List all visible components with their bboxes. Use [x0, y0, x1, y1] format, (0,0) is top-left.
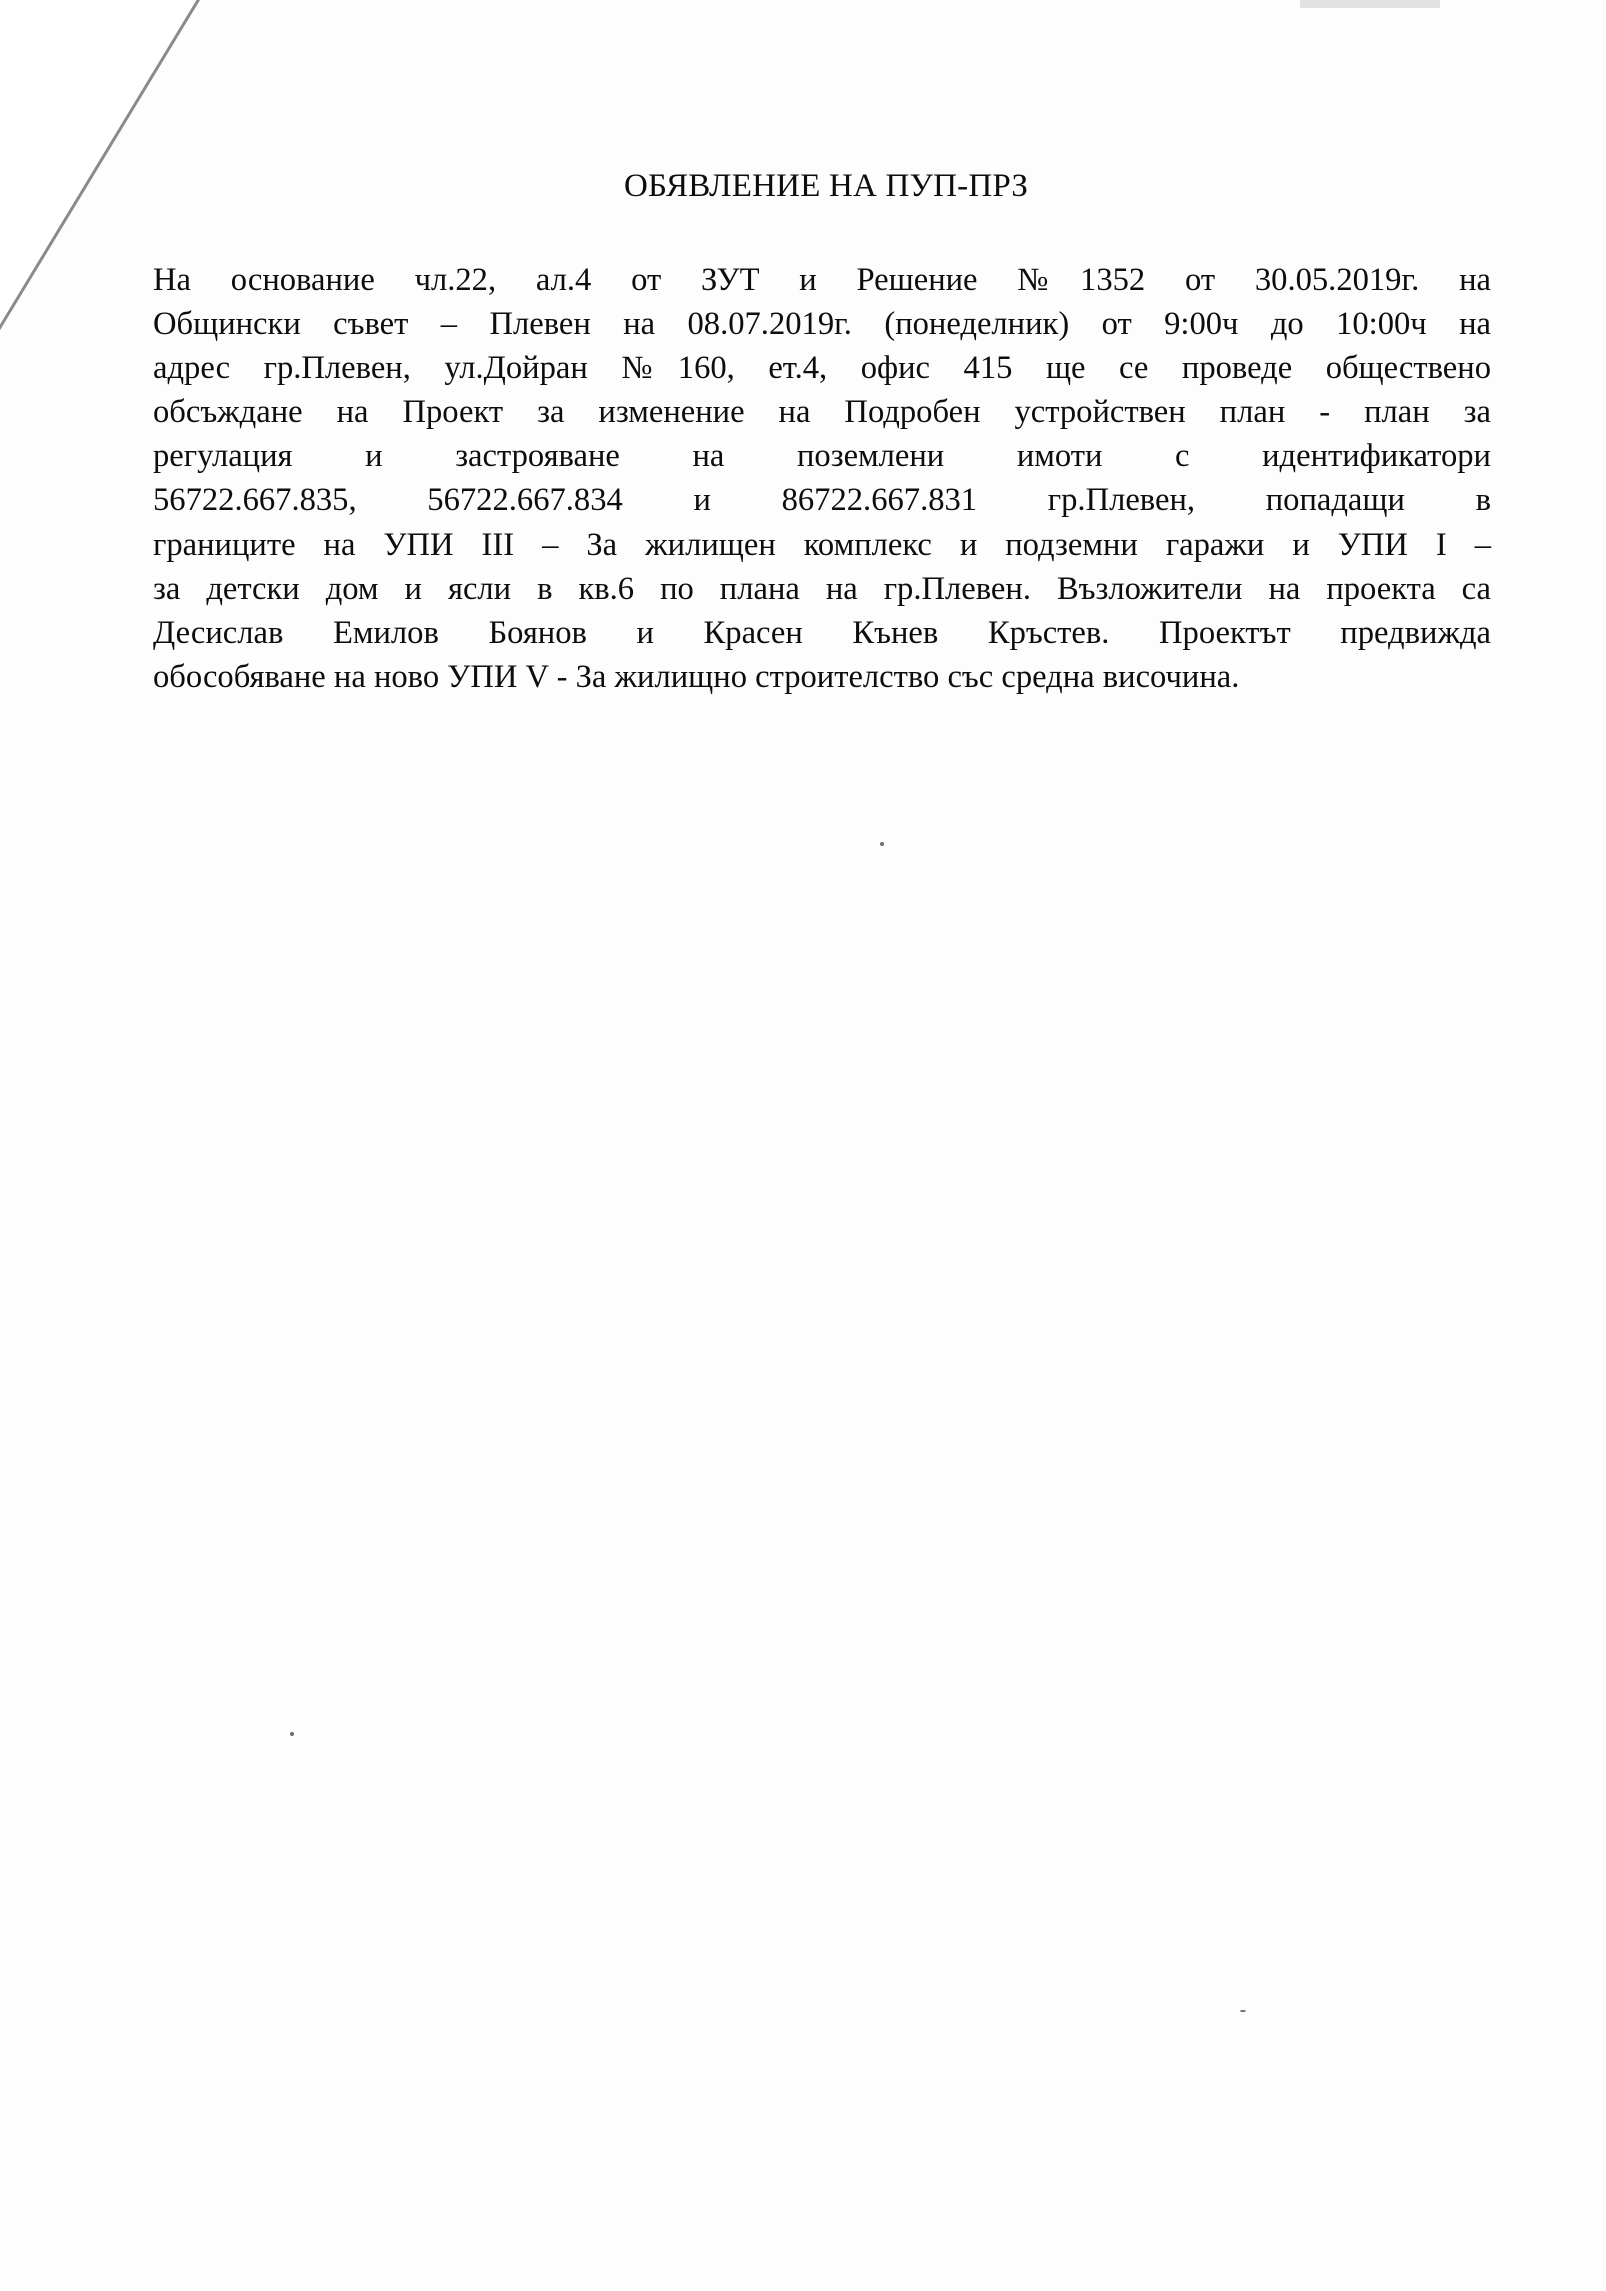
body-line: за детски дом и ясли в кв.6 по плана на гр.Плевен. Възложители на проекта са: [153, 570, 1491, 607]
announcement-body: [153, 258, 1491, 699]
body-line: обсъждане на Проект за изменение на Подробен устройствен план - план за: [153, 394, 1491, 431]
body-line: 56722.667.835, 56722.667.834 и 86722.667.831 гр.Плевен, попадащи в: [153, 482, 1491, 519]
body-line: На основание чл.22, ал.4 от ЗУТ и Решение №1352 от 30.05.2019г. на: [153, 262, 1491, 298]
scan-mark: [1300, 0, 1440, 8]
speck: [880, 842, 884, 846]
speck: [290, 1732, 294, 1736]
body-line: регулация и застрояване на поземлени имоти с идентификатори: [153, 438, 1491, 475]
body-line: границите на УПИ III – За жилищен комплекс и подземни гаражи и УПИ I –: [153, 526, 1491, 563]
body-line: Десислав Емилов Боянов и Красен Кънев Кръстев. Проектът предвижда: [153, 614, 1491, 651]
body-line: обособяване на ново УПИ V - За жилищно строителство със средна височина.: [153, 658, 1240, 695]
speck: [1240, 2010, 1246, 2012]
body-line: адрес гр.Плевен, ул.Дойран №160, ет.4, офис 415 ще се проведе обществено: [153, 350, 1491, 387]
announcement: [153, 166, 1491, 699]
page-title: ОБЯВЛЕНИЕ НА ПУП-ПРЗ: [623, 168, 1029, 204]
body-line: Общински съвет – Плевен на 08.07.2019г. (понеделник) от 9:00ч до 10:00ч на: [153, 306, 1491, 343]
